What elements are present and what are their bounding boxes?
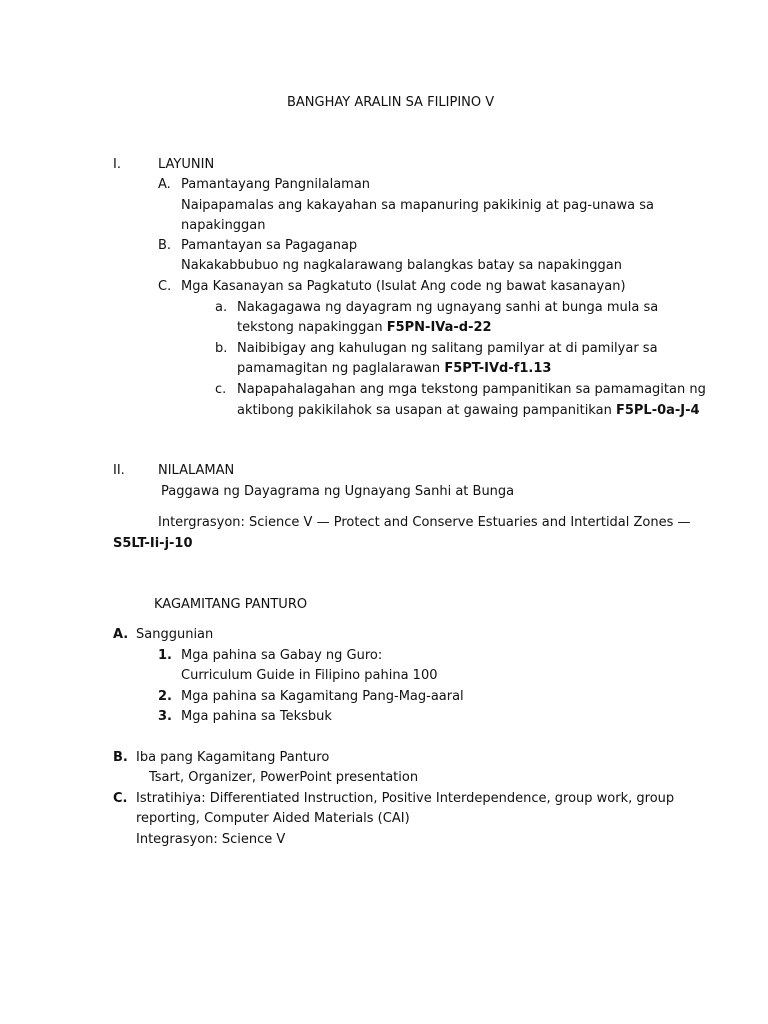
materials-b-text: Tsart, Organizer, PowerPoint presentation xyxy=(149,770,419,785)
competency-a-marker: a. xyxy=(215,300,228,315)
section-1-numeral: I. xyxy=(113,157,121,172)
competency-b-line1: Naibibigay ang kahulugan ng salitang pamilyar at di pamilyar sa xyxy=(237,341,658,356)
section-1-heading: LAYUNIN xyxy=(158,157,215,172)
competency-a-line1: Nakagagawa ng dayagram ng ugnayang sanhi at bunga mula sa xyxy=(237,300,659,315)
item-c-marker: C. xyxy=(158,279,172,294)
integration-code: S5LT-Ii-j-10 xyxy=(113,536,193,551)
competency-a-line2 xyxy=(237,319,492,337)
document-title: BANGHAY ARALIN SA FILIPINO V xyxy=(287,95,495,110)
competency-a-code: F5PN-IVa-d-22 xyxy=(386,320,492,335)
competency-a-text: tekstong napakinggan xyxy=(237,320,387,335)
materials-c-marker: C. xyxy=(113,791,128,806)
item-c-label: Mga Kasanayan sa Pagkatuto (Isulat Ang code ng bawat kasanayan) xyxy=(181,279,626,294)
section-2-content: Paggawa ng Dayagrama ng Ugnayang Sanhi at Bunga xyxy=(161,484,515,499)
competency-c-line2 xyxy=(237,402,700,420)
competency-c-marker: c. xyxy=(215,382,227,397)
item-b-label: Pamantayan sa Pagaganap xyxy=(181,238,358,253)
competency-b-marker: b. xyxy=(215,341,228,356)
reference-1-text: Mga pahina sa Gabay ng Guro: xyxy=(181,648,383,663)
competency-c-line1: Napapahalagahan ang mga tekstong pampanitikan sa pamamagitan ng xyxy=(237,382,706,397)
reference-3-text: Mga pahina sa Teksbuk xyxy=(181,709,332,724)
reference-1-marker: 1. xyxy=(158,648,172,663)
materials-a-marker: A. xyxy=(113,627,129,642)
materials-a-label: Sanggunian xyxy=(136,627,214,642)
competency-b-code: F5PT-IVd-f1.13 xyxy=(444,361,552,376)
item-b-marker: B. xyxy=(158,238,172,253)
item-a-label: Pamantayang Pangnilalaman xyxy=(181,177,371,192)
reference-1-sub: Curriculum Guide in Filipino pahina 100 xyxy=(181,668,438,683)
strategy-line3: Integrasyon: Science V xyxy=(136,832,286,847)
integration-line: Intergrasyon: Science V — Protect and Conserve Estuaries and Intertidal Zones — xyxy=(158,515,691,530)
materials-b-marker: B. xyxy=(113,750,128,765)
section-2-numeral: II. xyxy=(113,463,125,478)
competency-b-line2 xyxy=(237,360,551,378)
strategy-line1: Istratihiya: Differentiated Instruction, Positive Interdependence, group work, group xyxy=(136,791,675,806)
item-b-text-line1: Nakakabbubuo ng nagkalarawang balangkas batay sa napakinggan xyxy=(181,258,622,273)
competency-b-text: pamamagitan ng paglalarawan xyxy=(237,361,445,376)
materials-b-label: Iba pang Kagamitang Panturo xyxy=(136,750,330,765)
strategy-line2: reporting, Computer Aided Materials (CAI) xyxy=(136,811,410,826)
item-a-marker: A. xyxy=(158,177,171,192)
competency-c-code: F5PL-0a-J-4 xyxy=(615,403,700,418)
item-a-text-line1: Naipapamalas ang kakayahan sa mapanuring pakikinig at pag-unawa sa xyxy=(181,198,654,213)
item-a-text-line2: napakinggan xyxy=(181,218,266,233)
reference-2-text: Mga pahina sa Kagamitang Pang-Mag-aaral xyxy=(181,689,464,704)
competency-c-text: aktibong pakikilahok sa usapan at gawaing pampanitikan xyxy=(237,403,616,418)
section-2-heading: NILALAMAN xyxy=(158,463,235,478)
reference-3-marker: 3. xyxy=(158,709,172,724)
reference-2-marker: 2. xyxy=(158,689,172,704)
section-3-heading: KAGAMITANG PANTURO xyxy=(154,597,308,612)
